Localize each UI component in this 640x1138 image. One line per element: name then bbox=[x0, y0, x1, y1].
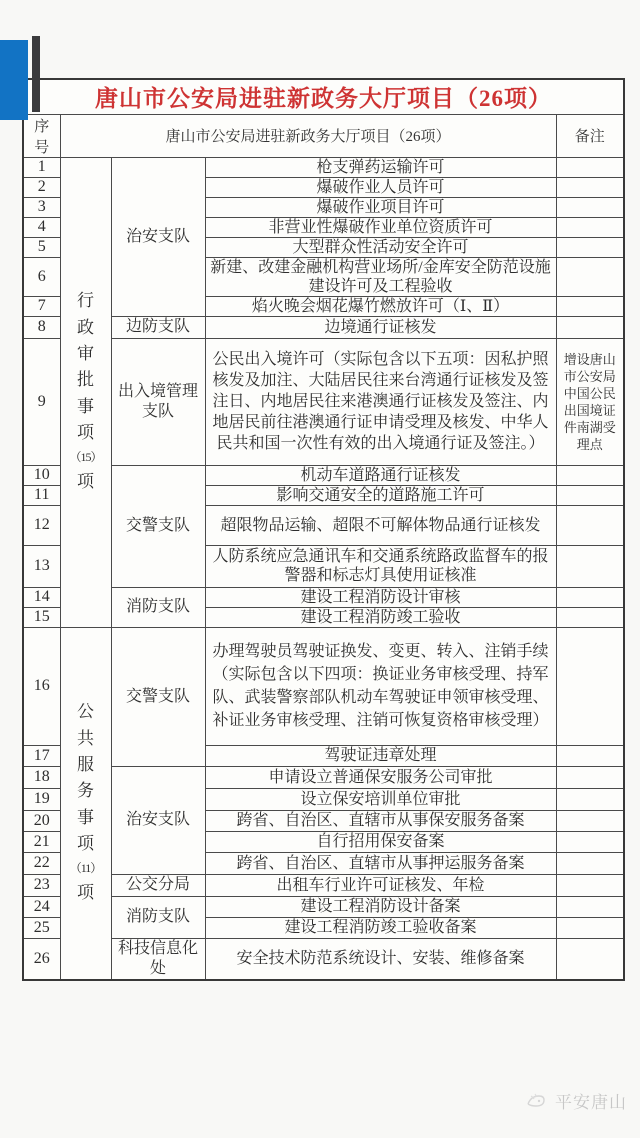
remark-cell bbox=[556, 607, 624, 627]
item-cell: 申请设立普通保安服务公司审批 bbox=[205, 766, 556, 788]
table-row bbox=[23, 938, 624, 980]
header-col-no: 序号 bbox=[23, 114, 60, 157]
remark-cell bbox=[556, 296, 624, 316]
blue-accent-block bbox=[0, 40, 28, 120]
remark-cell bbox=[556, 938, 624, 980]
item-cell: 爆破作业人员许可 bbox=[205, 177, 556, 197]
remark-cell bbox=[556, 788, 624, 810]
category-line: 项 bbox=[77, 472, 94, 492]
item-cell: 设立保安培训单位审批 bbox=[205, 788, 556, 810]
remark-cell bbox=[556, 810, 624, 831]
item-cell: 机动车道路通行证核发 bbox=[205, 465, 556, 485]
row-number-cell: 13 bbox=[23, 545, 60, 587]
remark-cell bbox=[556, 745, 624, 766]
item-cell: 办理驾驶员驾驶证换发、变更、转入、注销手续（实际包含以下四项：换证业务审核受理、持军队、武装警察部队机动车驾驶证申领审核受理、补证业务审核受理、注销可恢复资格审核受理） bbox=[205, 627, 556, 745]
row-number-cell: 19 bbox=[23, 788, 60, 810]
item-cell: 建设工程消防设计备案 bbox=[205, 896, 556, 917]
department-cell: 出入境管理支队 bbox=[111, 338, 205, 465]
row-number-cell: 18 bbox=[23, 766, 60, 788]
item-cell: 自行招用保安备案 bbox=[205, 831, 556, 852]
row-number-cell: 11 bbox=[23, 485, 60, 505]
category-cell bbox=[60, 157, 111, 627]
remark-cell bbox=[556, 766, 624, 788]
remark-cell bbox=[556, 587, 624, 607]
category-line: 行 bbox=[77, 291, 94, 311]
row-number-cell: 25 bbox=[23, 917, 60, 938]
department-cell: 科技信息化处 bbox=[111, 938, 205, 980]
item-cell: 超限物品运输、超限不可解体物品通行证核发 bbox=[205, 505, 556, 545]
table-row bbox=[23, 874, 624, 896]
title-row bbox=[23, 79, 624, 114]
table-row bbox=[23, 465, 624, 485]
projects-table bbox=[22, 78, 625, 981]
table-row bbox=[23, 766, 624, 788]
remark-cell bbox=[556, 485, 624, 505]
remark-cell bbox=[556, 917, 624, 938]
table-row bbox=[23, 157, 624, 177]
department-cell: 边防支队 bbox=[111, 316, 205, 338]
row-number-cell: 2 bbox=[23, 177, 60, 197]
table-row bbox=[23, 627, 624, 745]
header-col-remark: 备注 bbox=[556, 114, 624, 157]
item-cell: 新建、改建金融机构营业场所/金库安全防范设施建设许可及工程验收 bbox=[205, 257, 556, 296]
row-number-cell: 24 bbox=[23, 896, 60, 917]
dark-accent-bar bbox=[32, 36, 40, 112]
department-cell: 交警支队 bbox=[111, 465, 205, 587]
item-cell: 公民出入境许可（实际包含以下五项：因私护照核发及加注、大陆居民往来台湾通行证核发及签注日、内地居民往来港澳通行证核发及签注、内地居民前往港澳通行证申请受理及核发、中华人民共和国一次性有效的出入境通行证及签注。） bbox=[205, 338, 556, 465]
row-number-cell: 22 bbox=[23, 852, 60, 874]
table-row bbox=[23, 338, 624, 465]
remark-cell bbox=[556, 896, 624, 917]
category-line: 务 bbox=[77, 781, 94, 801]
category-cell bbox=[60, 627, 111, 980]
category-line: （11） bbox=[69, 861, 102, 876]
row-number-cell: 14 bbox=[23, 587, 60, 607]
row-number-cell: 20 bbox=[23, 810, 60, 831]
table-row bbox=[23, 896, 624, 917]
item-cell: 影响交通安全的道路施工许可 bbox=[205, 485, 556, 505]
item-cell: 建设工程消防设计审核 bbox=[205, 587, 556, 607]
remark-cell bbox=[556, 197, 624, 217]
row-number-cell: 23 bbox=[23, 874, 60, 896]
row-number-cell: 6 bbox=[23, 257, 60, 296]
department-cell: 消防支队 bbox=[111, 896, 205, 938]
item-cell: 安全技术防范系统设计、安装、维修备案 bbox=[205, 938, 556, 980]
remark-cell bbox=[556, 257, 624, 296]
category-line: 项 bbox=[77, 834, 94, 854]
watermark-text: 平安唐山 bbox=[555, 1093, 627, 1112]
item-cell: 枪支弹药运输许可 bbox=[205, 157, 556, 177]
category-line: 审 bbox=[77, 344, 94, 364]
item-cell: 建设工程消防竣工验收备案 bbox=[205, 917, 556, 938]
category-line: 公 bbox=[77, 702, 94, 722]
remark-cell: 增设唐山市公安局中国公民出国境证件南湖受理点 bbox=[556, 338, 624, 465]
remark-cell bbox=[556, 852, 624, 874]
item-cell: 边境通行证核发 bbox=[205, 316, 556, 338]
row-number-cell: 8 bbox=[23, 316, 60, 338]
table-row bbox=[23, 587, 624, 607]
row-number-cell: 12 bbox=[23, 505, 60, 545]
department-cell: 公交分局 bbox=[111, 874, 205, 896]
row-number-cell: 9 bbox=[23, 338, 60, 465]
item-cell: 大型群众性活动安全许可 bbox=[205, 237, 556, 257]
department-cell: 交警支队 bbox=[111, 627, 205, 766]
remark-cell bbox=[556, 316, 624, 338]
category-line: 批 bbox=[77, 370, 94, 390]
remark-cell bbox=[556, 157, 624, 177]
item-cell: 跨省、自治区、直辖市从事保安服务备案 bbox=[205, 810, 556, 831]
item-cell: 人防系统应急通讯车和交通系统路政监督车的报警器和标志灯具使用证核准 bbox=[205, 545, 556, 587]
pingan-tangshan-logo-icon bbox=[524, 1089, 548, 1113]
remark-cell bbox=[556, 545, 624, 587]
remark-cell bbox=[556, 217, 624, 237]
watermark-footer bbox=[524, 1088, 627, 1113]
row-number-cell: 17 bbox=[23, 745, 60, 766]
row-number-cell: 16 bbox=[23, 627, 60, 745]
item-cell: 非营业性爆破作业单位资质许可 bbox=[205, 217, 556, 237]
remark-cell bbox=[556, 177, 624, 197]
row-number-cell: 10 bbox=[23, 465, 60, 485]
table-row bbox=[23, 316, 624, 338]
department-cell: 消防支队 bbox=[111, 587, 205, 627]
header-col-items: 唐山市公安局进驻新政务大厅项目（26项） bbox=[60, 114, 556, 157]
remark-cell bbox=[556, 627, 624, 745]
remark-cell bbox=[556, 237, 624, 257]
category-line: 项 bbox=[77, 423, 94, 443]
category-line: 项 bbox=[77, 883, 94, 903]
remark-cell bbox=[556, 874, 624, 896]
item-cell: 爆破作业项目许可 bbox=[205, 197, 556, 217]
remark-cell bbox=[556, 831, 624, 852]
row-number-cell: 21 bbox=[23, 831, 60, 852]
category-line: 事 bbox=[77, 396, 94, 416]
row-number-cell: 1 bbox=[23, 157, 60, 177]
header-row bbox=[23, 114, 624, 157]
category-line: （15） bbox=[69, 450, 102, 465]
item-cell: 建设工程消防竣工验收 bbox=[205, 607, 556, 627]
row-number-cell: 26 bbox=[23, 938, 60, 980]
category-line: 政 bbox=[77, 317, 94, 337]
item-cell: 跨省、自治区、直辖市从事押运服务备案 bbox=[205, 852, 556, 874]
category-line: 服 bbox=[77, 755, 94, 775]
row-number-cell: 7 bbox=[23, 296, 60, 316]
item-cell: 焰火晚会烟花爆竹燃放许可（Ⅰ、Ⅱ） bbox=[205, 296, 556, 316]
remark-cell bbox=[556, 505, 624, 545]
row-number-cell: 5 bbox=[23, 237, 60, 257]
category-line: 共 bbox=[77, 728, 94, 748]
row-number-cell: 4 bbox=[23, 217, 60, 237]
table-title: 唐山市公安局进驻新政务大厅项目（26项） bbox=[23, 79, 624, 114]
remark-cell bbox=[556, 465, 624, 485]
item-cell: 驾驶证违章处理 bbox=[205, 745, 556, 766]
item-cell: 出租车行业许可证核发、年检 bbox=[205, 874, 556, 896]
row-number-cell: 15 bbox=[23, 607, 60, 627]
category-line: 事 bbox=[77, 807, 94, 827]
row-number-cell: 3 bbox=[23, 197, 60, 217]
department-cell: 治安支队 bbox=[111, 766, 205, 874]
department-cell: 治安支队 bbox=[111, 157, 205, 316]
